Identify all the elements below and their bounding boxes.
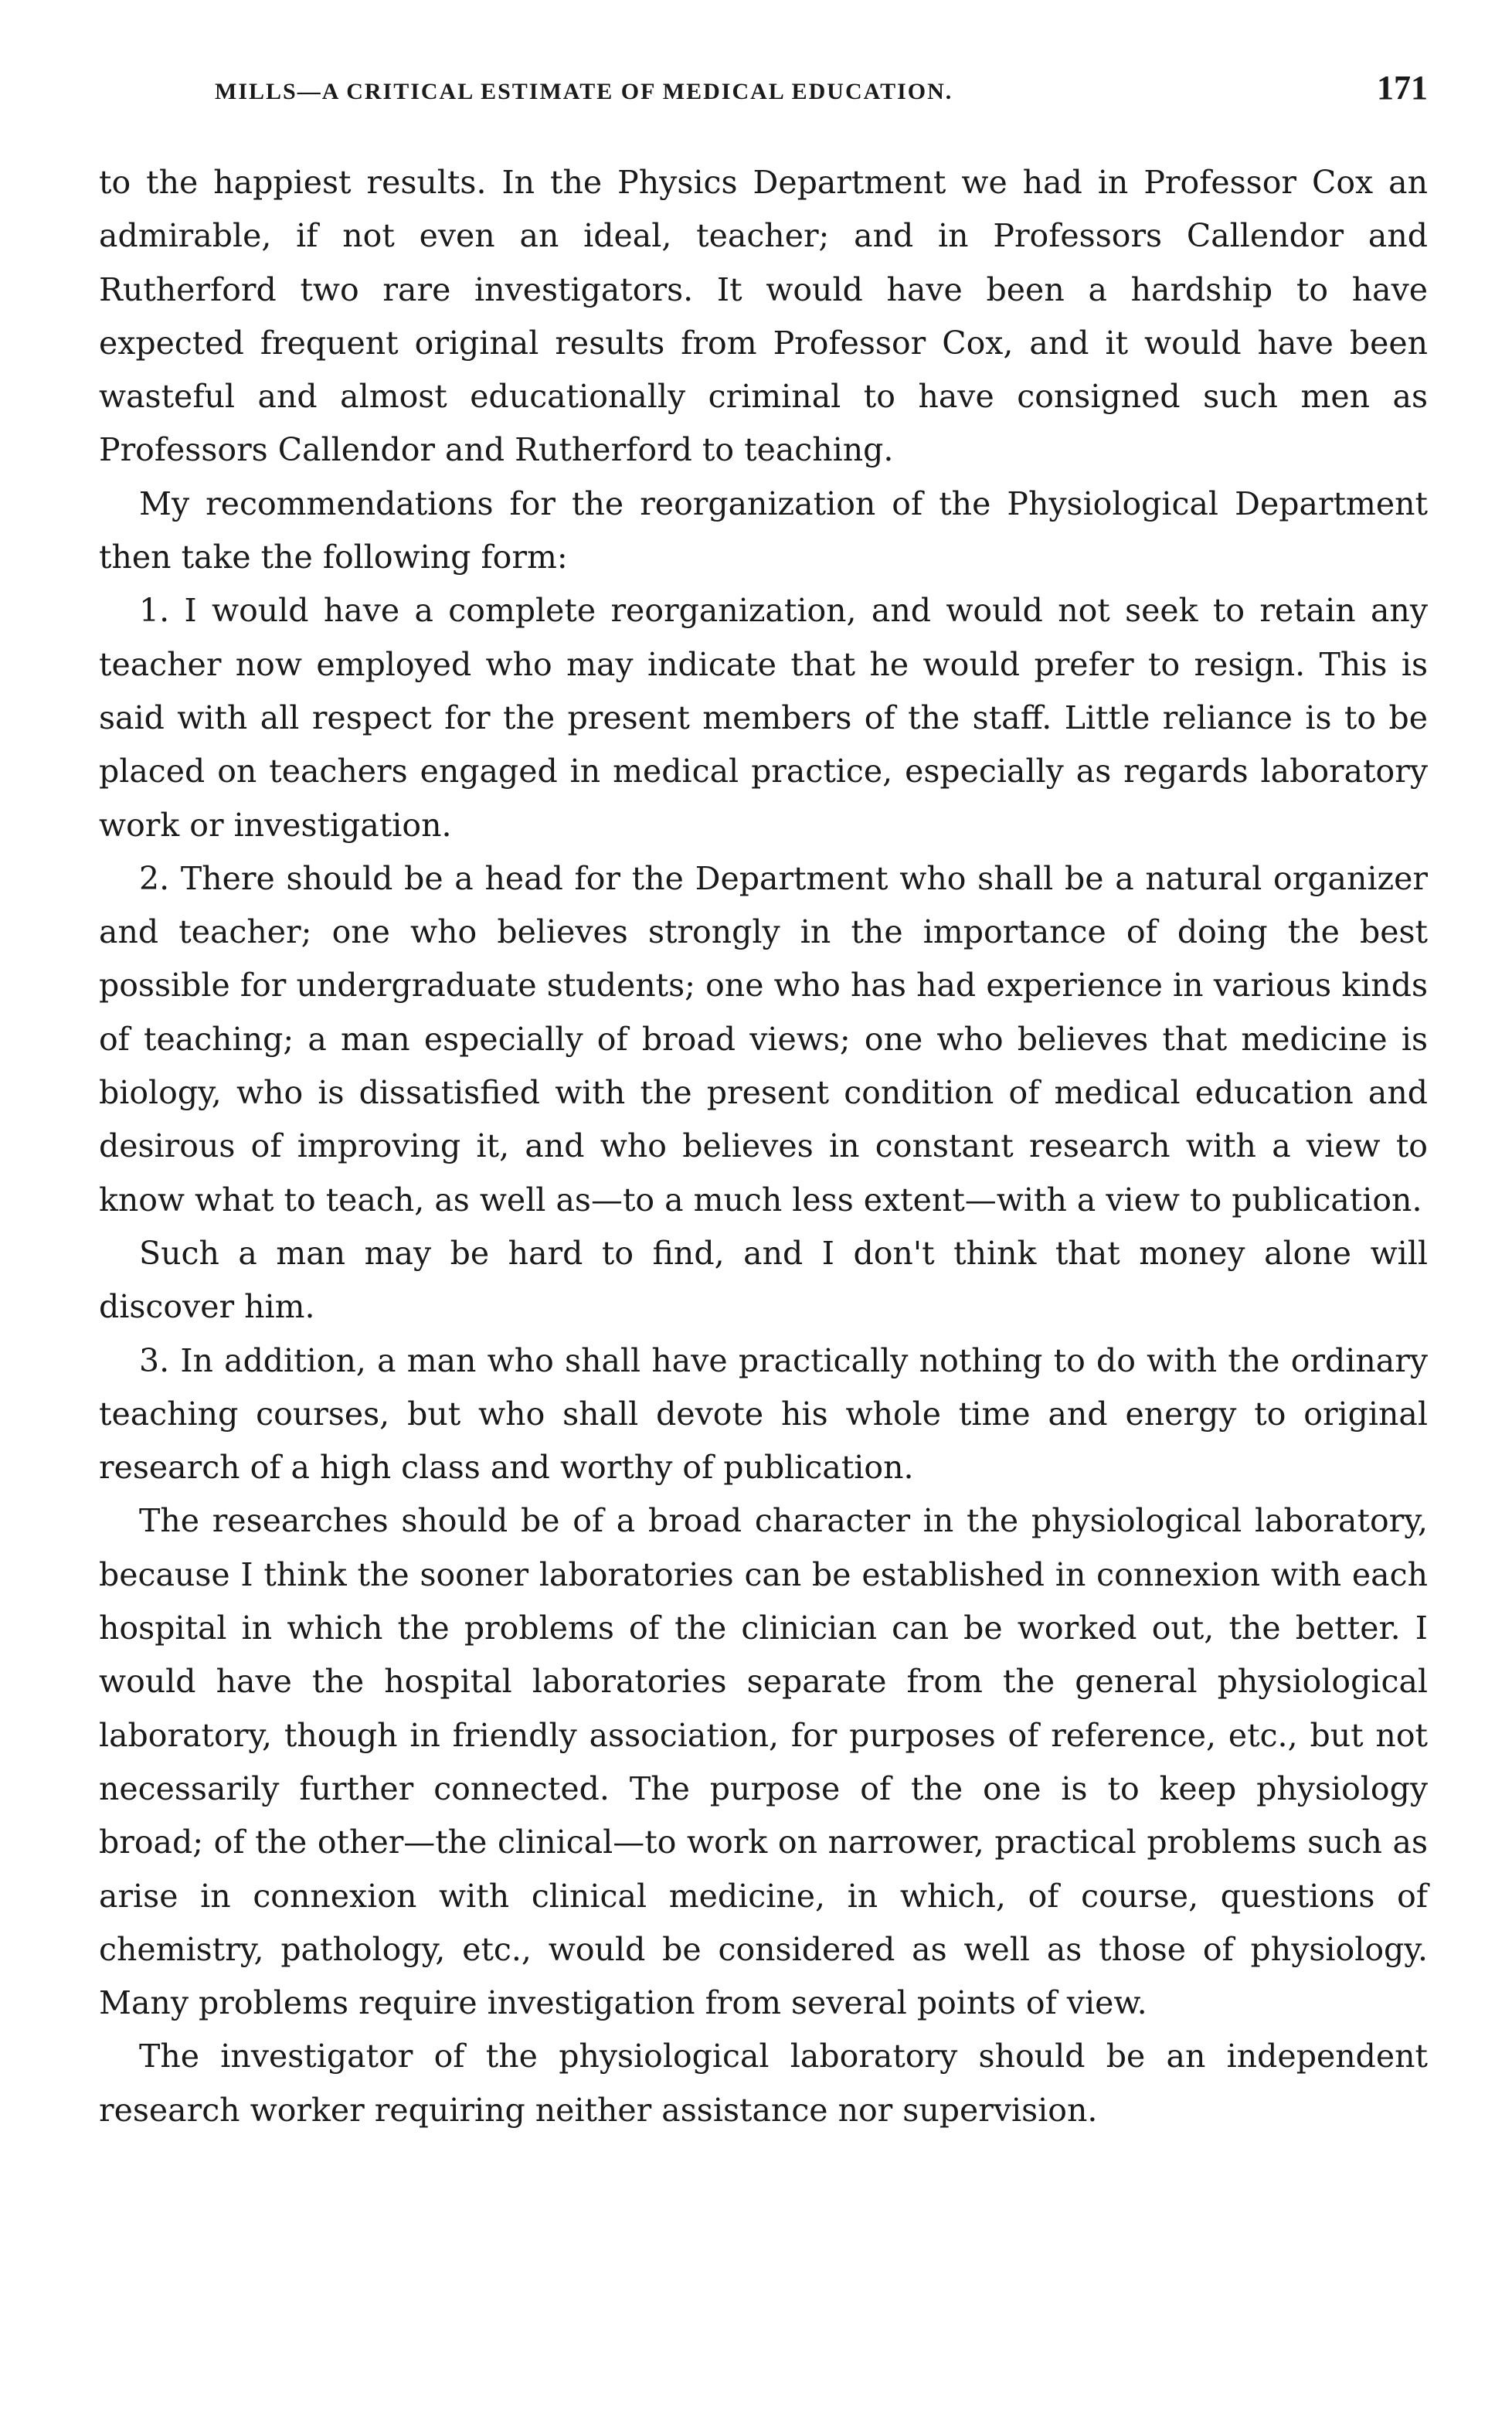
page-number: 171 — [1377, 69, 1428, 107]
running-title: MILLS—A CRITICAL ESTIMATE OF MEDICAL EDUCATION. — [215, 79, 953, 104]
running-header — [99, 68, 1428, 116]
paragraph-recommendation-3: 3. In addition, a man who shall have practically nothing to do with the ordinary teaching courses, but who shall devote his whole time and energy to original research of a high class and worthy of publication. — [99, 1341, 1428, 1487]
document-page — [99, 68, 1428, 2137]
paragraph-recommendations-intro: My recommendations for the reorganization of the Physiological Department then take the following form: — [99, 484, 1428, 576]
paragraph-recommendation-2: 2. There should be a head for the Department who shall be a natural organizer and teacher; one who believes strongly in the importance of doing the best possible for undergraduate students; one who has had experience in various kinds of teaching; a man especially of broad views; one who believes that medicine is biology, who is dissatisfied with the present condition of medical education and desirous of improving it, and who believes in constant research with a view to know what to teach, as well as—to a much less extent—with a view to publication. — [99, 859, 1428, 1219]
paragraph-hard-to-find: Such a man may be hard to find, and I don't think that money alone will discover him. — [99, 1234, 1428, 1326]
paragraph-researches: The researches should be of a broad character in the physiological laboratory, because I think the sooner laboratories can be established in connexion with each hospital in which the problems of the clinician can be worked out, the better. I would have the hospital laboratories separate from the general physiological laboratory, though in friendly association, for purposes of reference, etc., but not necessarily further connected. The purpose of the one is to keep physiology broad; of the other—the clinical—to work on narrower, practical problems such as arise in connexion with clinical medicine, in which, of course, questions of chemistry, pathology, etc., would be considered as well as those of physiology. Many problems require investigation from several points of view. — [99, 1502, 1428, 2022]
body-text — [99, 156, 1428, 2137]
paragraph-investigator: The investigator of the physiological laboratory should be an independent research worker requiring neither assistance nor supervision. — [99, 2038, 1428, 2129]
paragraph-continuation: to the happiest results. In the Physics Department we had in Professor Cox an admirable, if not even an ideal, teacher; and in Professors Callendor and Rutherford two rare investigators. It would have been a hardship to have expected frequent original results from Professor Cox, and it would have been wasteful and almost educationally criminal to have consigned such men as Professors Callendor and Rutherford to teaching. — [99, 164, 1428, 469]
paragraph-recommendation-1: 1. I would have a complete reorganization, and would not seek to retain any teacher now employed who may indicate that he would prefer to resign. This is said with all respect for the present members of the staff. Little reliance is to be placed on teachers engaged in medical practice, especially as regards laboratory work or investigation. — [99, 592, 1428, 844]
